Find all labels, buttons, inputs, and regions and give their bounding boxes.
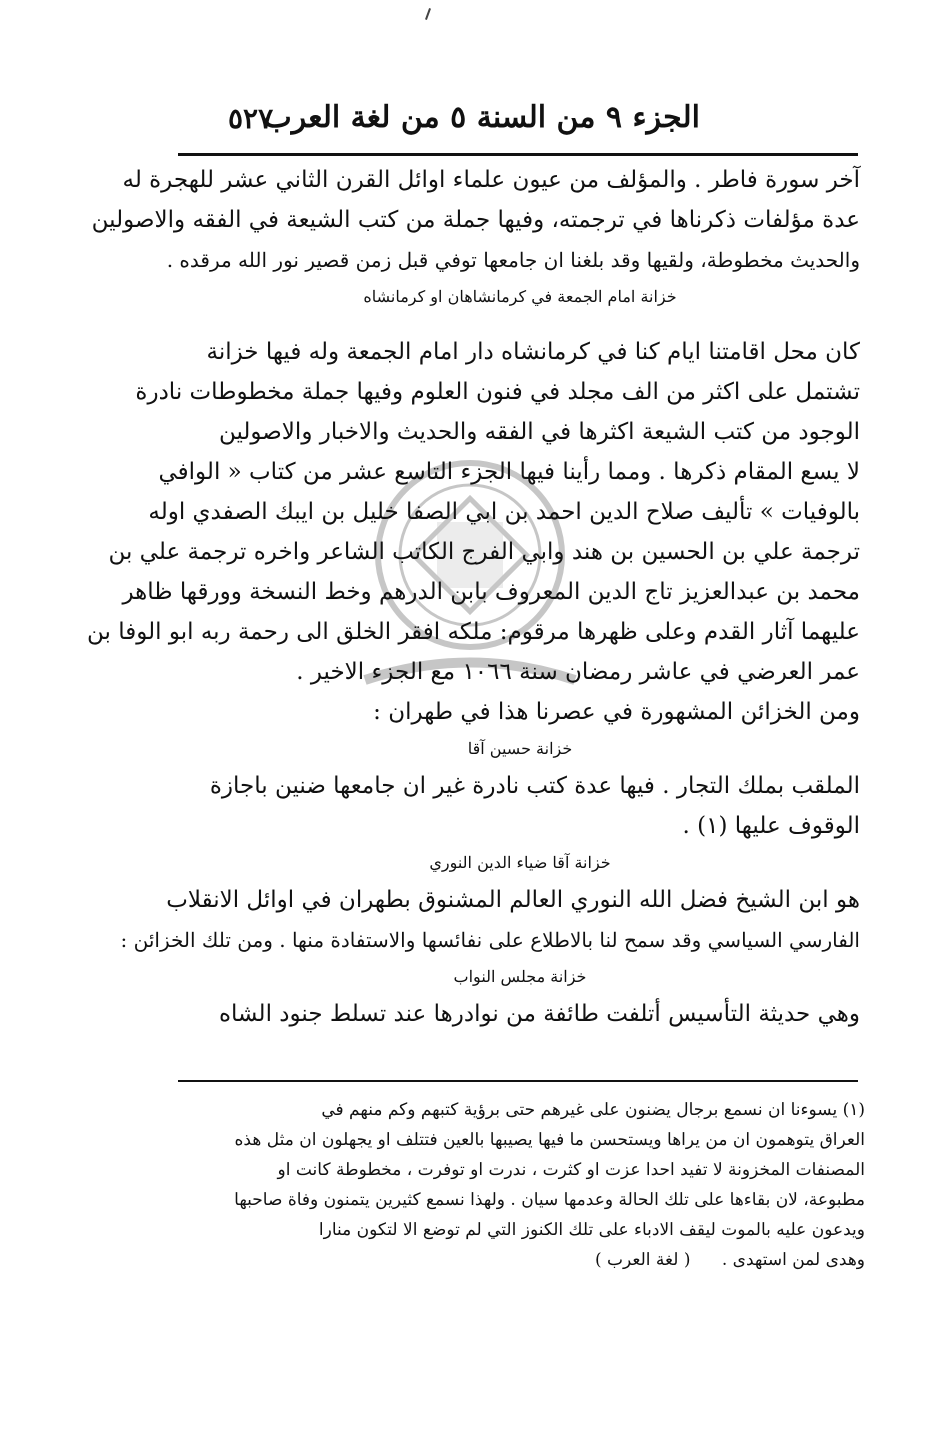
text-line: آخر سورة فاطر . والمؤلف من عيون علماء اوائل القرن الثاني عشر للهجرة له <box>122 167 860 193</box>
main-text <box>91 160 860 314</box>
text-line: كان محل اقامتنا ايام كنا في كرمانشاه دار امام الجمعة وله فيها خزانة <box>206 339 860 365</box>
text-line: بالوفيات » تأليف صلاح الدين احمد بن ابي الصفا خليل بن ايبك الصفدي اوله <box>148 499 860 525</box>
footnote-line: العراق يتوهمون ان من يراها ويستحسن ما فيها يصيبها بالعين فتتلف او يجهلون ان مثل هذه <box>234 1130 865 1150</box>
text-line: والحديث مخطوطة، ولقيها وقد بلغنا ان جامعها توفي قبل زمن قصير نور الله مرقده . <box>166 248 860 272</box>
text-line: الملقب بملك التجار . فيها عدة كتب نادرة غير ان جامعها ضنين باجازة <box>209 773 860 799</box>
footnote-line: المصنفات المخزونة لا تفيد احدا عزت او كثرت ، ندرت او توفرت ، مخطوطة كانت او <box>277 1160 865 1180</box>
text-line: الفارسي السياسي وقد سمح لنا بالاطلاع على نفائسها والاستفادة منها . ومن تلك الخزائن : <box>120 928 860 952</box>
text-line: الوجود من كتب الشيعة اكثرها في الفقه والحديث والاخبار والاصولين <box>218 419 860 445</box>
footnote-last-line <box>175 1245 865 1275</box>
footnote <box>175 1095 865 1275</box>
page-header <box>180 80 700 150</box>
scan-mark <box>425 8 431 20</box>
text-line: تشتمل على اكثر من الف مجلد في فنون العلوم وفيها جملة مخطوطات نادرة <box>135 379 860 405</box>
text-line: عدة مؤلفات ذكرناها في ترجمته، وفيها جملة من كتب الشيعة في الفقه والاصولين <box>91 207 860 233</box>
text-line: لا يسع المقام ذكرها . ومما رأينا فيها الجزء التاسع عشر من كتاب « الوافي <box>158 459 860 485</box>
text-line: ومن الخزائن المشهورة في عصرنا هذا في طهران : <box>373 699 860 725</box>
footnote-line: مطبوعة، لان بقاءها على تلك الحالة وعدمها سيان . ولهذا نسمع كثيرين يتمنون وفاة صاحبها <box>234 1190 865 1210</box>
text-line: ترجمة علي بن الحسين بن هند وابي الفرج الكاتب الشاعر واخره ترجمة علي بن <box>108 539 860 565</box>
text-line: الوقوف عليها (١) . <box>682 813 860 839</box>
text-line: وهي حديثة التأسيس أتلفت طائفة من نوادرها عند تسلط جنود الشاه <box>218 1001 860 1027</box>
footnote-line: (١) يسوءنا ان نسمع برجال يضنون على غيرهم حتى برؤية كتبهم وكم منهم في <box>321 1100 865 1120</box>
text-line: محمد بن عبدالعزيز تاج الدين المعروف بابن الدرهم وخط النسخة وورقها ظاهر <box>122 579 860 605</box>
text-line: عليهما آثار القدم وعلى ظهرها مرقوم: ملكه افقر الخلق الى رحمة ربه ابو الوفا بن <box>87 619 860 645</box>
text-line: عمر العرضي في عاشر رمضان سنة ١٠٦٦ مع الجزء الاخير . <box>296 659 860 685</box>
main-text <box>87 332 860 1034</box>
section-heading: خزانة مجلس النواب <box>453 967 587 986</box>
text-line: هو ابن الشيخ فضل الله النوري العالم المشنوق بطهران في اوائل الانقلاب <box>166 887 860 913</box>
footnote-signature: ( لغة العرب ) <box>595 1250 691 1270</box>
section-heading: خزانة امام الجمعة في كرمانشاهان او كرمانشاه <box>363 287 677 306</box>
section-heading: خزانة آقا ضياء الدين النوري <box>429 853 611 872</box>
running-title: الجزء ٩ من السنة ٥ من لغة العرب <box>263 100 700 135</box>
section-heading: خزانة حسين آقا <box>467 739 573 758</box>
footnote-divider <box>178 1080 858 1082</box>
footnote-line: ويدعون عليه بالموت ليقف الادباء على تلك الكنوز التي لم توضع الا لتكون منارا <box>318 1220 865 1240</box>
header-divider <box>178 153 858 156</box>
footnote-line: وهدى لمن استهدى . <box>721 1250 865 1270</box>
page-number: ٥٢٧ <box>228 102 274 135</box>
